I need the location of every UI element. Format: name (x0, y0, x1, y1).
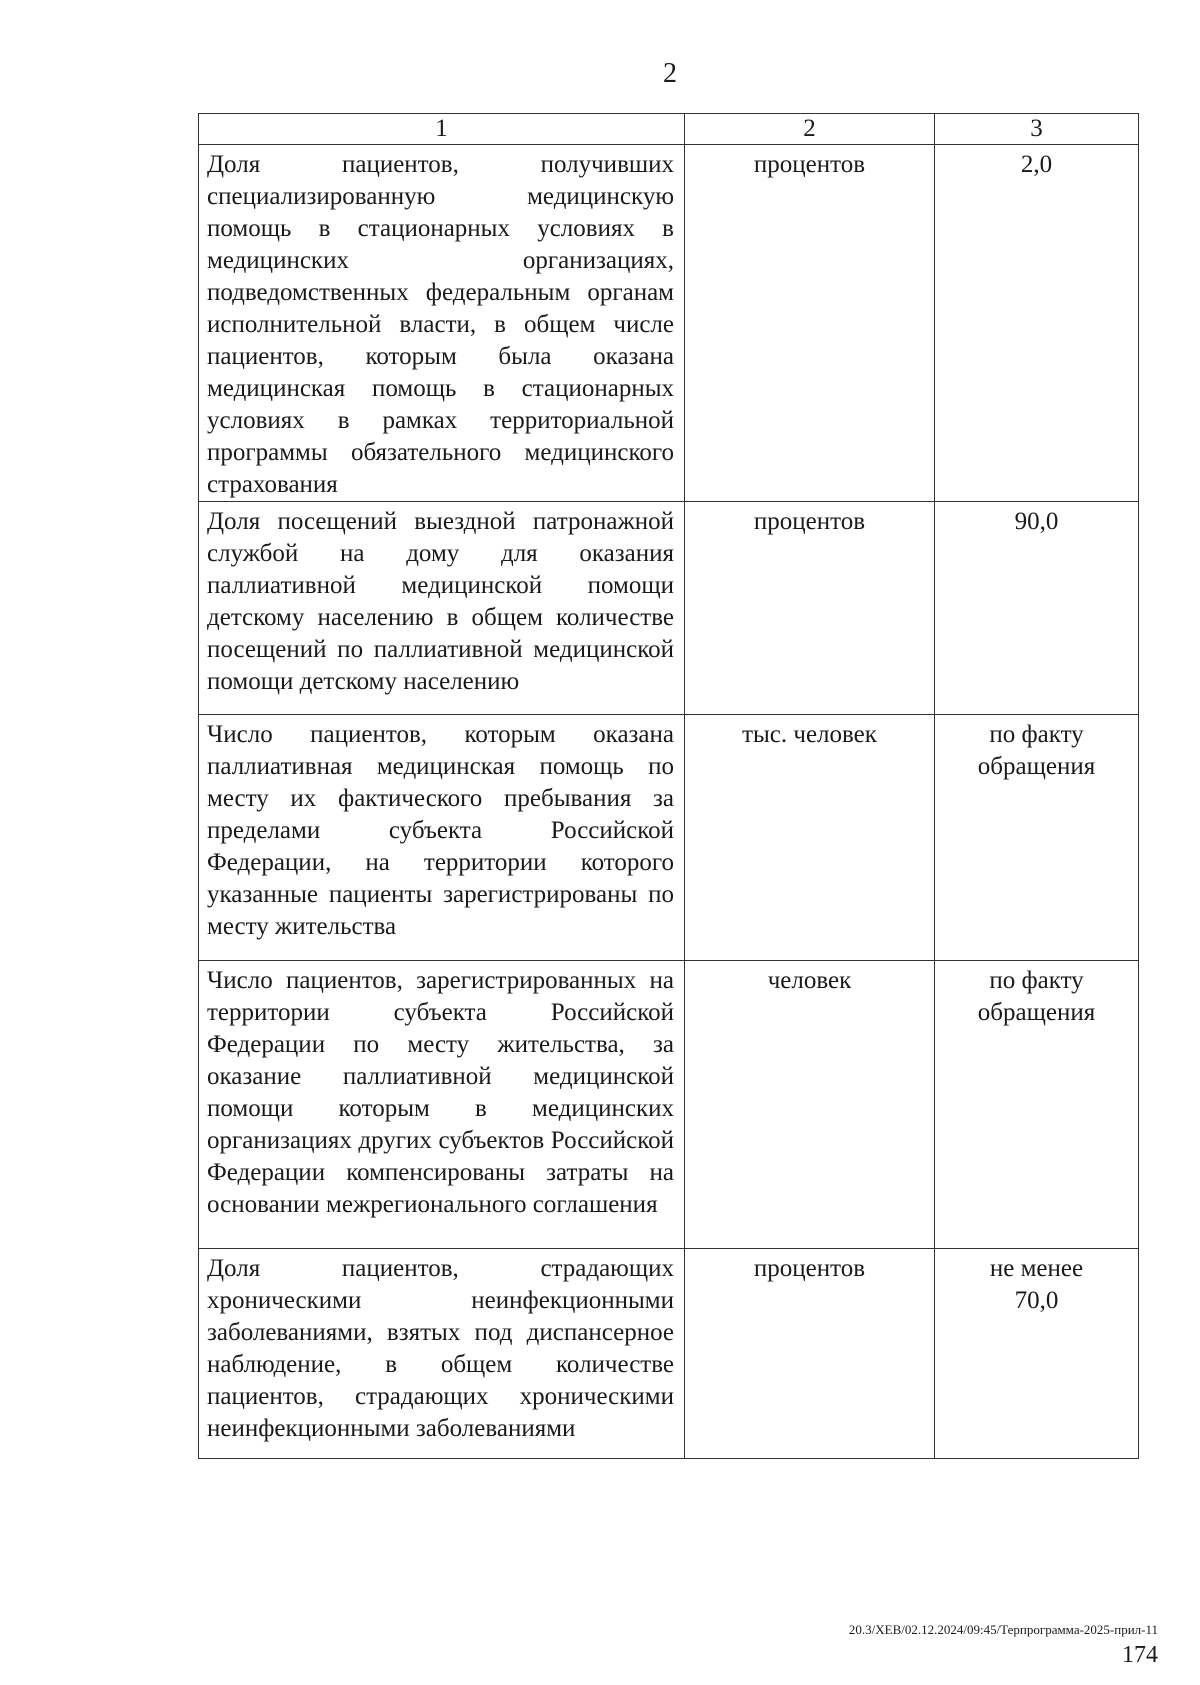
indicator-description: Доля пациентов, страдающих хроническими неинфекционными заболеваниями, взятых под диспансерное наблюдение, в общем количестве пациентов, страдающих хроническими неинфекционными заболеваниями (199, 1249, 685, 1459)
column-header-1: 1 (199, 114, 685, 145)
page-number-bottom: 174 (1122, 1642, 1158, 1668)
indicator-unit: процентов (685, 502, 935, 715)
indicators-table (198, 113, 1139, 1459)
document-code: 20.3/ХЕВ/02.12.2024/09:45/Терпрограмма-2025-прил-11 (848, 1622, 1158, 1637)
table-header-row (199, 114, 1139, 145)
indicator-description: Доля пациентов, получивших специализированную медицинскую помощь в стационарных условиях в медицинских организациях, подведомственных федеральным органам исполнительной власти, в общем числе пациентов, которым была оказана медицинская помощь в стационарных условиях в рамках территориальной программы обязательного медицинского страхования (199, 145, 685, 502)
table-row (199, 961, 1139, 1249)
indicator-unit: человек (685, 961, 935, 1249)
column-header-3: 3 (935, 114, 1139, 145)
indicator-value: по факту обращения (935, 961, 1139, 1249)
indicator-description: Число пациентов, которым оказана паллиативная медицинская помощь по месту их фактического пребывания за пределами субъекта Российской Федерации, на территории которого указанные пациенты зарегистрированы по месту жительства (199, 715, 685, 961)
table-row (199, 715, 1139, 961)
indicator-description: Доля посещений выездной патронажной службой на дому для оказания паллиативной медицинской помощи детскому населению в общем количестве посещений по паллиативной медицинской помощи детскому населению (199, 502, 685, 715)
indicator-value: 90,0 (935, 502, 1139, 715)
indicator-unit: процентов (685, 1249, 935, 1459)
indicator-description: Число пациентов, зарегистрированных на территории субъекта Российской Федерации по месту жительства, за оказание паллиативной медицинской помощи которым в медицинских организациях других субъектов Российской Федерации компенсированы затраты на основании межрегионального соглашения (199, 961, 685, 1249)
indicator-value: 2,0 (935, 145, 1139, 502)
table-row (199, 502, 1139, 715)
page-number-top: 2 (663, 58, 677, 89)
column-header-2: 2 (685, 114, 935, 145)
indicator-value: по факту обращения (935, 715, 1139, 961)
table-row (199, 145, 1139, 502)
indicator-unit: тыс. человек (685, 715, 935, 961)
indicator-value: не менее 70,0 (935, 1249, 1139, 1459)
table-row (199, 1249, 1139, 1459)
indicator-unit: процентов (685, 145, 935, 502)
